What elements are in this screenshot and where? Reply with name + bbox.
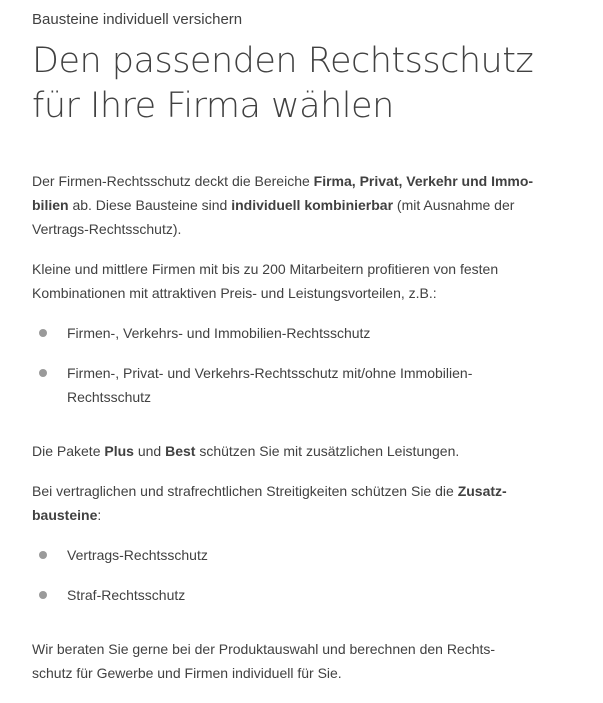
addons-bold: Zusatz- (457, 483, 507, 499)
addons-bold-cont: bausteine (32, 507, 98, 523)
intro-bold-areas-cont: bilien (32, 197, 69, 213)
bullet-icon (39, 551, 47, 559)
addons-list (32, 543, 579, 607)
combinations-line-1: Kleine und mittlere Firmen mit bis zu 200 Mitarbeitern profitieren von festen (32, 261, 499, 277)
intro-text-1: Der Firmen-Rechtsschutz deckt die Bereiche (32, 173, 314, 189)
list-item-text: Straf-Rechtsschutz (67, 587, 186, 603)
packages-text-2: und (133, 443, 166, 459)
package-plus: Plus (104, 443, 134, 459)
intro-text-2: ab. Diese Bausteine sind (68, 197, 232, 213)
combinations-line-2: Kombinationen mit attraktiven Preis- und Leistungsvorteilen, z.B.: (32, 285, 437, 301)
packages-text-1: Die Pakete (32, 443, 105, 459)
eyebrow-text: Bausteine individuell versichern (32, 11, 243, 28)
intro-bold-areas: Firma, Privat, Verkehr und Immo- (313, 173, 534, 189)
intro-text-3: (mit Ausnahme der (393, 197, 515, 213)
list-item-text-cont: Rechtsschutz (67, 389, 152, 405)
addons-paragraph (32, 479, 579, 527)
addons-text-1: Bei vertraglichen und strafrechtlichen Streitigkeiten schützen Sie die (32, 483, 458, 499)
bullet-icon (39, 329, 47, 337)
page-title-line-1: Den passenden Rechtsschutz (32, 41, 534, 81)
list-item-text: Vertrags-Rechtsschutz (67, 547, 208, 563)
addons-text-2: : (97, 507, 102, 523)
combinations-paragraph (32, 257, 579, 305)
intro-text-4: Vertrags-Rechtsschutz). (32, 221, 182, 237)
bullet-icon (39, 369, 47, 377)
list-item (32, 361, 579, 409)
packages-text-3: schützen Sie mit zusätzlichen Leistungen. (195, 443, 460, 459)
advice-paragraph (32, 637, 579, 685)
list-item-text: Firmen-, Verkehrs- und Immobilien-Rechtsschutz (67, 325, 371, 341)
bullet-icon (39, 591, 47, 599)
list-item (32, 583, 579, 607)
body-text (32, 169, 579, 685)
packages-paragraph (32, 439, 579, 463)
list-item (32, 543, 579, 567)
page-title-line-2: für Ihre Firma wählen (32, 86, 394, 126)
list-item-text: Firmen-, Privat- und Verkehrs-Rechtsschutz mit/ohne Immobilien- (67, 365, 473, 381)
page-title (32, 30, 579, 129)
intro-paragraph (32, 169, 579, 241)
advice-line-2: schutz für Gewerbe und Firmen individuell für Sie. (32, 665, 342, 681)
advice-line-1: Wir beraten Sie gerne bei der Produktauswahl und berechnen den Rechts- (32, 641, 496, 657)
intro-bold-combinable: individuell kombinierbar (231, 197, 394, 213)
combinations-list (32, 321, 579, 409)
list-item (32, 321, 579, 345)
package-best: Best (165, 443, 196, 459)
